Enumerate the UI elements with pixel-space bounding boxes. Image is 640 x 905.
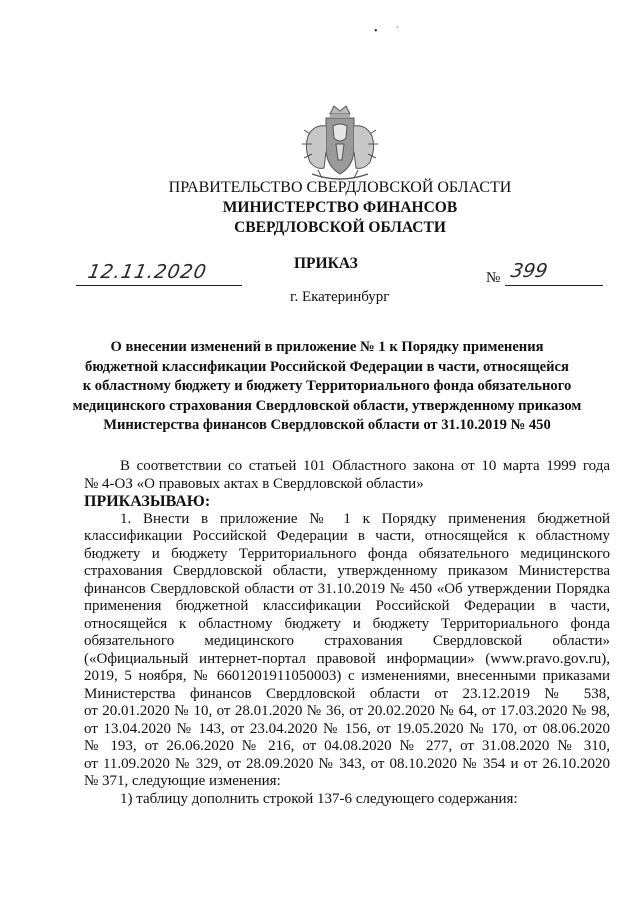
item1-line: относящейся к областному бюджету и бюджету Территориального фонда bbox=[84, 615, 610, 632]
order-body bbox=[84, 458, 610, 808]
item1-line: классификации Российской Федерации в части, относящейся к областному bbox=[84, 528, 610, 544]
item1-line: Министерства финансов Свердловской области от 23.12.2019 № 538, bbox=[84, 685, 610, 702]
title-line: к областному бюджету и бюджету Территориального фонда обязательного bbox=[82, 378, 572, 395]
item1-line: 2019, 5 ноября, № 6601201911050003) с изменениями, внесенными приказами bbox=[84, 668, 610, 684]
title-line: О внесении изменений в приложение № 1 к Порядку применения bbox=[110, 339, 544, 355]
subitem-1: 1) таблицу дополнить строкой 137-6 следующего содержания: bbox=[120, 790, 518, 807]
order-command: ПРИКАЗЫВАЮ: bbox=[84, 493, 211, 510]
item1-line: от 20.01.2020 № 10, от 28.01.2020 № 36, от 20.02.2020 № 64, от 17.03.2020 № 98, bbox=[84, 703, 610, 719]
title-line: Министерства финансов Свердловской области от 31.10.2019 № 450 bbox=[103, 417, 551, 434]
title-line: медицинского страхования Свердловской области, утвержденному приказом bbox=[72, 397, 582, 414]
item1-line: («Официальный интернет-портал правовой информации» (www.pravo.gov.ru), bbox=[84, 650, 610, 667]
order-title bbox=[0, 338, 640, 436]
item1-line: страхования Свердловской области, утвержденному приказом Министерства bbox=[84, 563, 610, 579]
order-city: г. Екатеринбург bbox=[290, 289, 390, 305]
title-line: бюджетной классификации Российской Федерации в части, относящейся bbox=[85, 358, 569, 375]
scan-marks: • ` bbox=[374, 26, 408, 37]
order-date-handwritten: 12.11.2020 bbox=[86, 261, 209, 283]
item1-line: от 13.04.2020 № 143, от 23.04.2020 № 156, от 19.05.2020 № 170, от 08.06.2020 bbox=[84, 720, 610, 737]
intro-line: № 4-ОЗ «О правовых актах в Свердловской области» bbox=[84, 475, 424, 492]
order-heading: ПРИКАЗ bbox=[294, 255, 358, 272]
item1-line: финансов Свердловской области от 31.10.2019 № 450 «Об утверждении Порядка bbox=[84, 580, 610, 597]
item1-line: бюджету и бюджету Территориального фонда обязательного медицинского bbox=[84, 545, 610, 562]
ministry-header-line-2: СВЕРДЛОВСКОЙ ОБЛАСТИ bbox=[234, 219, 446, 236]
item1-line: от 11.09.2020 № 329, от 28.09.2020 № 343, от 08.10.2020 № 354 и от 26.10.2020 bbox=[84, 755, 610, 772]
item1-line: применения бюджетной классификации Российской Федерации в части, bbox=[84, 598, 610, 614]
coat-of-arms-emblem bbox=[296, 104, 384, 184]
item1-line: № 193, от 26.06.2020 № 216, от 04.08.2020 № 277, от 31.08.2020 № 310, bbox=[84, 738, 610, 754]
item1-line: № 371, следующие изменения: bbox=[84, 773, 281, 789]
item1-line: обязательного медицинского страхования Свердловской области» bbox=[84, 633, 610, 649]
ministry-header-line-1: МИНИСТЕРСТВО ФИНАНСОВ bbox=[222, 199, 458, 216]
item1-line: 1. Внести в приложение № 1 к Порядку применения бюджетной bbox=[120, 510, 610, 527]
order-number-handwritten: 399 bbox=[509, 260, 550, 282]
order-number-sign: № bbox=[486, 270, 501, 286]
order-date-field bbox=[76, 263, 242, 286]
intro-line: В соответствии со статьей 101 Областного закона от 10 марта 1999 года bbox=[120, 458, 610, 474]
government-header: ПРАВИТЕЛЬСТВО СВЕРДЛОВСКОЙ ОБЛАСТИ bbox=[168, 179, 512, 196]
order-number-field bbox=[505, 260, 603, 286]
